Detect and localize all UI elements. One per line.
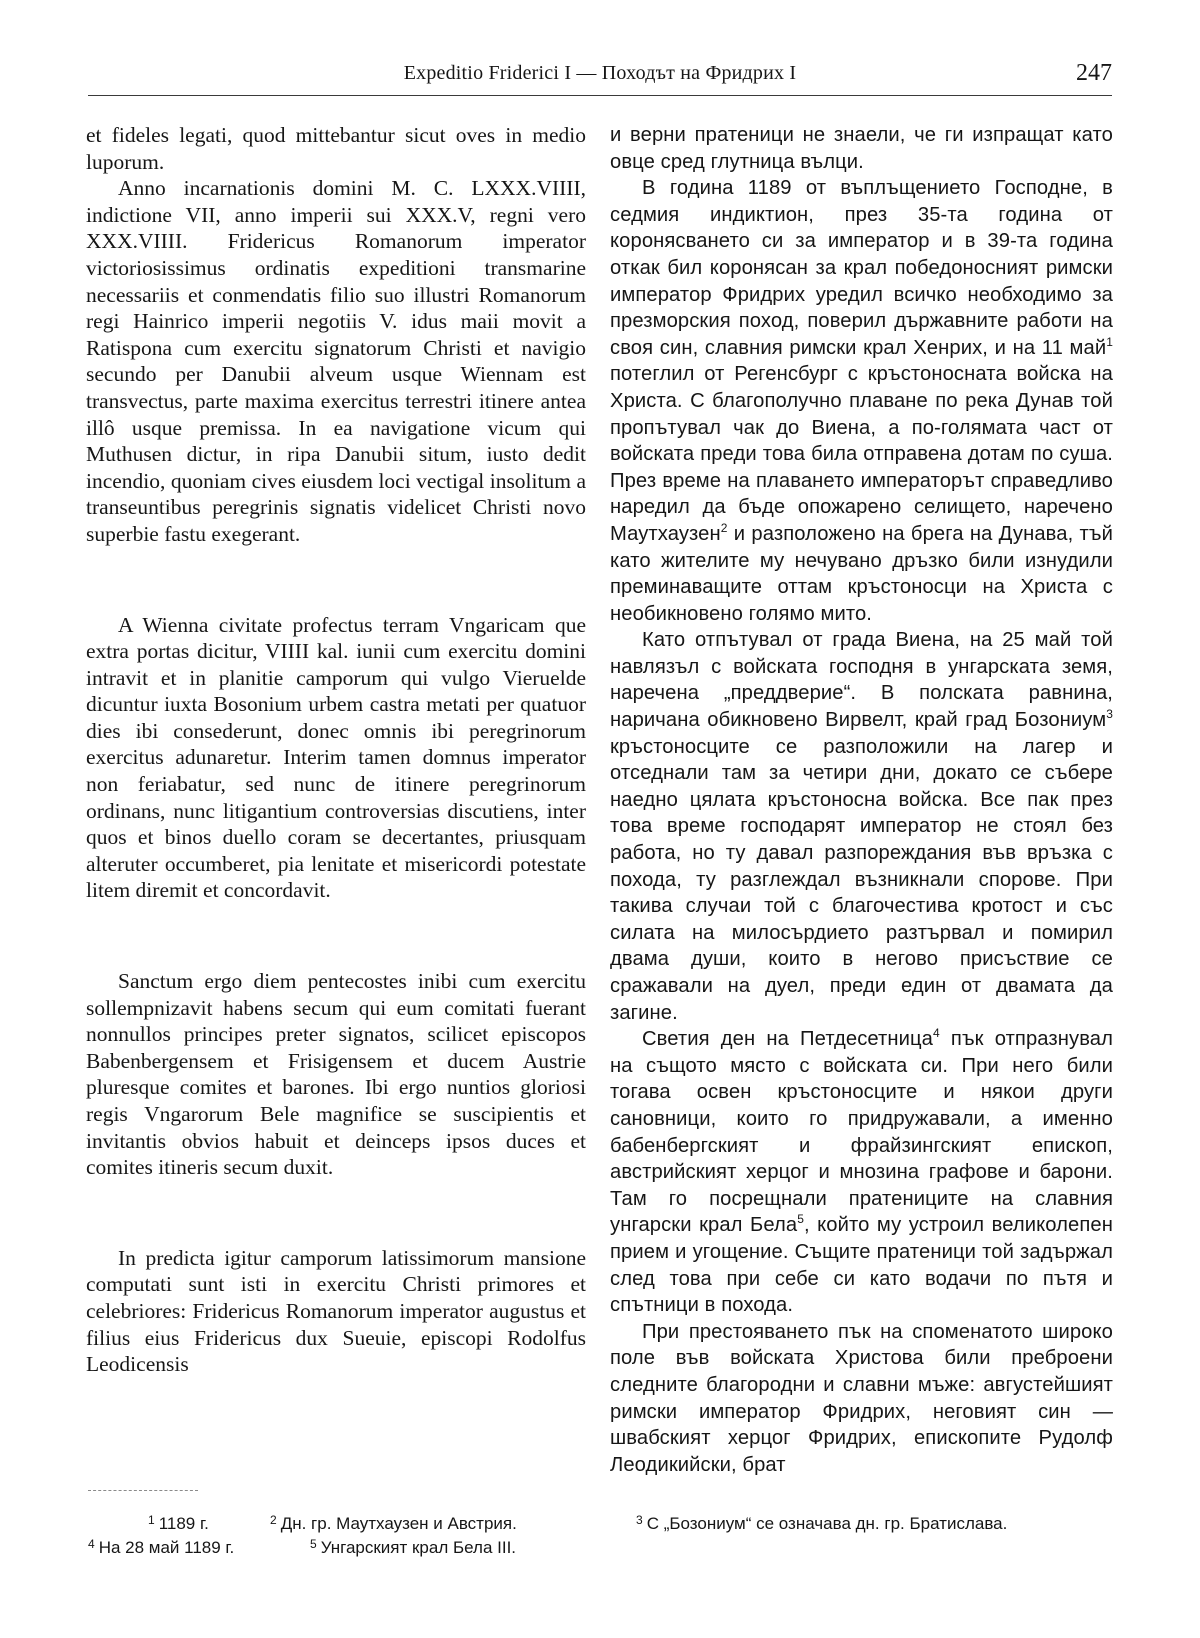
bulgarian-paragraph: и верни пратеници не знаели, че ги изпращат като овце сред глутница вълци. xyxy=(610,124,1113,173)
footnote-text: Унгарският крал Бела III. xyxy=(320,1538,517,1557)
footnote-number: 1 xyxy=(148,1513,155,1527)
footnote xyxy=(88,1532,234,1560)
latin-paragraph: A Wienna civitate profectus terram Vngaricam que extra portas dicitur, VIIII kal. iunii cum exercitu domini intravit et in planitie camporum qui vulgo Vieruelde dicuntur iuxta Bosonium urbem castra metati per quatuor dies ibi consederunt, donec omnis ibi peregrinorum exercitus adunaretur. Interim tamen domnus imperator non feriabatur, sed nunc de itinere peregrinorum ordinans, nunc litigantium controversias discutiens, inter quos et binos duello coram se decertantes, priusquam alteruter occumberet, pia lenitate et misericordi potestate litem diremit et concordavit. xyxy=(86,612,586,903)
footnote-text: На 28 май 1189 г. xyxy=(98,1538,235,1557)
footnote-ref: 1 xyxy=(1106,334,1113,349)
latin-paragraph: Anno incarnationis domini M. C. LXXX.VIIII, indictione VII, anno imperii sui XXX.V, regni vero XXX.VIIII. Fridericus Romanorum imperator victoriosissimus ordinatis expeditioni transmarine necessariis et conmendatis filio suo illustri Romanorum regi Hainrico imperii negotiis V. idus maii movit a Ratispona cum exercitu signatorum Christi et navigio secundo per Danubii alveum usque Wiennam est transvectus, parte maxima exercitus terrestri itinere antea illô usque premissa. In ea navigatione vicum qui Muthusen dictur, in ripa Danubii situm, iusto dedit incendio, quoniam cives eiusdem loci vectigal insolitum a transeuntibus peregrinis signatis videlicet Christi novo superbie fastu exegerant. xyxy=(86,176,586,546)
text-run: Светия ден на Петдесетница xyxy=(642,1028,934,1051)
footnote-ref: 5 xyxy=(797,1212,804,1227)
footnote-ref: 2 xyxy=(720,520,728,535)
bulgarian-paragraph xyxy=(610,1026,1113,1319)
latin-paragraph: Sanctum ergo diem pentecostes inibi cum exercitu sollempnizavit habens secum qui eum comitati fuerant nonnullos principes preter signatos, scilicet episcopos Babenbergensem et Frisigensem et ducem Austrie pluresque comites et barones. Ibi ergo nuntios gloriosi regis Vngarorum Bele magnifice se suscipientis et invitantis obvios habuit et deinceps ipsos duces et comites itineris secum duxit. xyxy=(86,969,586,1180)
bulgarian-column xyxy=(610,122,1113,1478)
header-rule xyxy=(88,95,1112,96)
footnote xyxy=(310,1532,516,1560)
text-run: пък отпразнувал на същото място с войската си. При него били тогава освен кръстоносците и някои други сановници, които го придружавали, а именно бабенбергският и фрайзингският епископ, австрийският херцог и мнозина графове и барони. Там го посрещнали пратениците на славния унгарски крал Бела xyxy=(610,1028,1113,1237)
page-header xyxy=(88,60,1112,94)
text-run: потеглил от Регенсбург с кръстоносната войска на Христа. С благополучно плаване по река Дунав той пропътувал чак до Виена, а по-голямата част от войската преди това била отправена дотам по суша. През време на плаването императорът справедливо наредил да бъде опожарено селището, наречено Маутхаузен xyxy=(610,363,1113,545)
latin-column xyxy=(86,122,586,1378)
bulgarian-paragraph xyxy=(610,627,1113,1026)
latin-paragraph: et fideles legati, quod mittebantur sicut oves in medio luporum. xyxy=(86,123,586,174)
footnote-number: 3 xyxy=(636,1513,643,1527)
page-number: 247 xyxy=(1076,60,1112,86)
footnote xyxy=(636,1508,1007,1536)
footnote-ref: 3 xyxy=(1106,707,1113,722)
bulgarian-paragraph xyxy=(610,175,1113,627)
footnote-number: 5 xyxy=(310,1537,317,1551)
bulgarian-paragraph: При престояването пък на споменатото широко поле във войската Христова били преброени следните благородни и славни мъже: августейшият римски император Фридрих, неговият син — швабският херцог Фридрих, епископите Рудолф Леодикийски, брат xyxy=(610,1320,1113,1476)
footnote-text: 1189 г. xyxy=(158,1514,209,1533)
text-run: В година 1189 от въплъщението Господне, в седмия индиктион, през 35-та година от коронясването си за император и в 39-та година откак бил коронясан за крал победоносният римски император Фридрих уредил всичко необходимо за презморския поход, поверил държавните работи на своя син, славния римски крал Хенрих, и на 11 май xyxy=(610,177,1113,359)
footnote-ref: 4 xyxy=(933,1026,940,1041)
footnote-number: 2 xyxy=(270,1513,277,1527)
text-run: кръстоносците се разположили на лагер и отседнали там за четири дни, докато се събере наедно цялата кръстоносна войска. Все пак през това време господарят император не стоял без работа, но ту давал разпореждания във връзка с похода, ту разглеждал възникнали спорове. При такива случаи той с благочестива кротост и със силата на милосърдието разтървал и помирил двама души, които в негово присъствие се сражавали на дуел, преди един от двамата да загине. xyxy=(610,735,1113,1024)
footnote-rule xyxy=(88,1490,198,1491)
footnote-text: Дн. гр. Маутхаузен и Австрия. xyxy=(280,1514,517,1533)
text-run: Като отпътувал от града Виена, на 25 май той навлязъл с войската господня в унгарската земя, наречена „преддверие“. В полската равнина, наричана обикновено Вирвелт, край град Бозониум xyxy=(610,629,1113,732)
running-title: Expeditio Friderici I — Походът на Фридрих I xyxy=(403,62,797,84)
footnote-text: С „Бозониум“ се означава дн. гр. Братислава. xyxy=(646,1514,1008,1533)
text-run: , който му устроил великолепен прием и угощение. Същите пратеници той задържал след това при себе си като водачи по пътя и спътници в похода. xyxy=(610,1214,1113,1317)
latin-paragraph: In predicta igitur camporum latissimorum mansione computati sunt isti in exercitu Christi primores et celebriores: Fridericus Romanorum imperator augustus et filius eius Fridericus dux Sueuie, episcopi Rodolfus Leodicensis xyxy=(86,1245,586,1377)
text-run: и разположено на брега на Дунава, тъй като жителите му нечувано дръзко били изнудили преминаващите оттам кръстоносци на Христа с необикновено голямо мито. xyxy=(610,522,1113,625)
footnote-number: 4 xyxy=(88,1537,95,1551)
